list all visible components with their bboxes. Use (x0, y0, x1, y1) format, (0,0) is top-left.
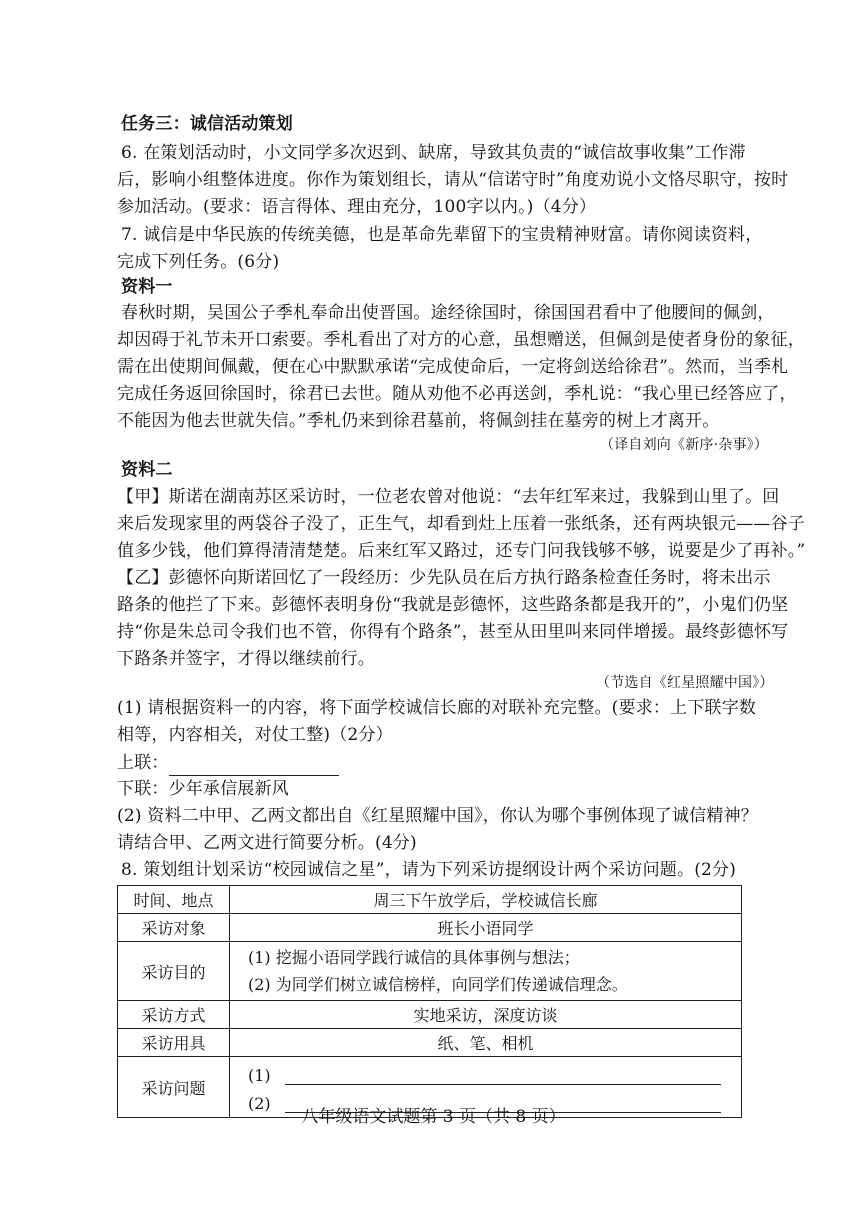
table-row (118, 886, 742, 914)
material1-line-5: 不能因为他去世就失信。”季札仍来到徐君墓前，将佩剑挂在墓旁的树上才离开。 (117, 411, 720, 431)
material1-source: （译自刘向《新序·杂事》） (600, 437, 769, 453)
material2-yi-line-3: 持“你是朱总司令我们也不管，你得有个路条”，甚至从田里叫来同伴增援。最终彭德怀写 (117, 622, 789, 642)
sub2-line-1: (2) 资料二中甲、乙两文都出自《红星照耀中国》，你认为哪个事例体现了诚信精神？ (117, 806, 758, 826)
couplet-upper-label: 上联： (117, 753, 169, 773)
material1-line-3: 需在出使期间佩戴，便在心中默默承诺“完成使命后，一定将剑送给徐君”。然而，当季札 (117, 357, 789, 377)
purpose-value (230, 942, 742, 1001)
material2-yi-line-1: 【乙】彭德怀向斯诺回忆了一段经历：少先队员在后方执行路条检查任务时，将未出示 (117, 568, 771, 588)
couplet-lower: 下联：少年承信展新风 (117, 779, 289, 799)
q7-line-1: 7. 诚信是中华民族的传统美德，也是革命先辈留下的宝贵精神财富。请你阅读资料， (121, 225, 763, 245)
target-value: 班长小语同学 (230, 914, 742, 942)
material2-jia-line-1: 【甲】斯诺在湖南苏区采访时，一位老农曾对他说：“去年红军来过，我躲到山里了。回 (117, 487, 780, 507)
sub1-line-1: (1) 请根据资料一的内容，将下面学校诚信长廊的对联补充完整。(要求：上下联字数 (117, 698, 757, 718)
sub2-line-2: 请结合甲、乙两文进行简要分析。(4分) (117, 833, 417, 853)
material1-line-1: 春秋时期，吴国公子季札奉命出使晋国。途经徐国时，徐国国君看中了他腰间的佩剑， (121, 303, 775, 323)
material2-jia-line-3: 值多少钱，他们算得清清楚楚。后来红军又路过，还专门问我钱够不够，说要是少了再补。” (117, 541, 806, 561)
purpose-item-1: (1) 挖掘小语同学践行诚信的具体事例与想法； (248, 948, 580, 967)
q6-line-2: 后，影响小组整体进度。你作为策划组长，请从“信诺守时”角度劝说小文恪尽职守，按时 (117, 170, 789, 190)
q8-text: 8. 策划组计划采访“校园诚信之星”，请为下列采访提纲设计两个采访问题。(2分) (121, 860, 737, 880)
interview-outline-table (117, 885, 742, 1118)
material2-source: （节选自《红星照耀中国》） (596, 675, 774, 691)
purpose-item-2: (2) 为同学们树立诚信榜样，向同学们传递诚信理念。 (248, 975, 628, 994)
material2-yi-line-4: 下路条并签字，才得以继续前行。 (117, 649, 375, 669)
question-1-number: (1) (248, 1066, 271, 1085)
table-row (118, 1001, 742, 1029)
table-row (118, 1029, 742, 1057)
table-row (118, 942, 742, 1001)
question-row-1 (230, 1057, 741, 1085)
material2-yi-line-2: 路条的他拦了下来。彭德怀表明身份“我就是彭德怀，这些路条都是我开的”，小鬼们仍坚 (117, 595, 789, 615)
table-row (118, 914, 742, 942)
time-label: 时间、地点 (118, 886, 230, 914)
material2-jia-line-2: 来后发现家里的两袋谷子没了，正生气，却看到灶上压着一张纸条，还有两块银元——谷子 (117, 514, 805, 534)
couplet-upper (117, 751, 339, 776)
time-value: 周三下午放学后，学校诚信长廊 (230, 886, 742, 914)
material2-title: 资料二 (121, 460, 173, 480)
q6-line-3: 参加活动。(要求：语言得体、理由充分，100字以内。)（4分） (117, 197, 597, 217)
material1-title: 资料一 (121, 277, 173, 297)
tools-value: 纸、笔、相机 (230, 1029, 742, 1057)
material1-line-2: 却因碍于礼节未开口索要。季札看出了对方的心意，虽想赠送，但佩剑是使者身份的象征， (117, 330, 805, 350)
q6-line-1: 6. 在策划活动时，小文同学多次迟到、缺席，导致其负责的“诚信故事收集”工作滞 (121, 143, 746, 163)
method-value: 实地采访，深度访谈 (230, 1001, 742, 1029)
purpose-label: 采访目的 (118, 942, 230, 1001)
q7-line-2: 完成下列任务。(6分) (117, 252, 280, 272)
task3-title: 任务三：诚信活动策划 (121, 114, 293, 134)
sub1-line-2: 相等，内容相关，对仗工整)（2分） (117, 725, 393, 745)
method-label: 采访方式 (118, 1001, 230, 1029)
couplet-upper-blank[interactable] (169, 751, 339, 776)
question-1-blank[interactable] (285, 1066, 721, 1085)
question-2-number: (2) (248, 1094, 271, 1113)
questions-label: 采访问题 (118, 1057, 230, 1118)
tools-label: 采访用具 (118, 1029, 230, 1057)
page-footer: 八年级语文试题第 3 页（共 8 页） (301, 1107, 566, 1127)
material1-line-4: 完成任务返回徐国时，徐君已去世。随从劝他不必再送剑，季札说：“我心里已经答应了， (117, 384, 797, 404)
target-label: 采访对象 (118, 914, 230, 942)
